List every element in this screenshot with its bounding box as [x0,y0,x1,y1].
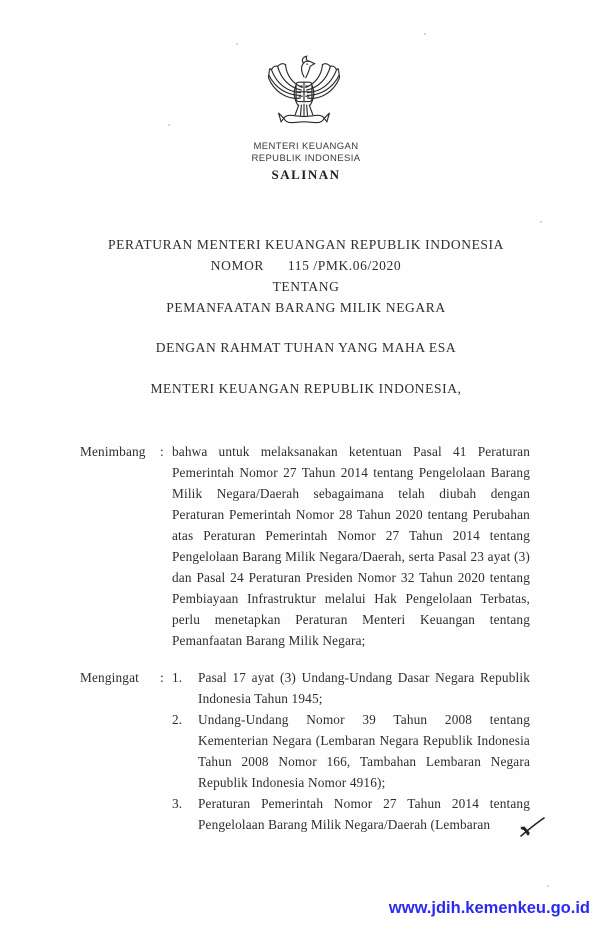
scan-speck [424,33,426,35]
considering-text: bahwa untuk melaksanakan ketentuan Pasal 41 Peraturan Pemerintah Nomor 27 Tahun 2014 tentang Pengelolaan Barang Milik Negara/Daerah sebagaimana telah diubah dengan Peraturan Pemerintah Nomor 28 Tahun 2020 tentang Perubahan atas Peraturan Pemerintah Nomor 27 Tahun 2014 tentang Pengelolaan Barang Milik Negara/Daerah, serta Pasal 23 ayat (3) dan Pasal 24 Peraturan Presiden Nomor 32 Tahun 2020 tentang Pembiayaan Infrastruktur melalui Hak Pengelolaan Terbatas, perlu menetapkan Peraturan Menteri Keuangan tentang Pemanfaatan Barang Milik Negara; [172,444,530,648]
regulation-subject-line: PEMANFAATAN BARANG MILIK NEGARA [166,300,446,315]
legal-basis-item-3 [172,793,530,835]
jdih-watermark-link[interactable]: www.jdih.kemenkeu.go.id [388,899,590,917]
item-text: Peraturan Pemerintah Nomor 27 Tahun 2014 tentang Pengelolaan Barang Milik Negara/Daerah (Lembaran [198,796,530,832]
scan-speck [547,885,549,887]
ministry-name-block [0,141,612,164]
authority-line: MENTERI KEUANGAN REPUBLIK INDONESIA, [150,381,462,396]
scan-speck [168,124,170,126]
item-number: 1. [172,670,183,685]
copy-stamp-label: SALINAN [271,167,341,182]
considering-label: Menimbang [80,444,146,459]
scan-speck [236,43,238,45]
legal-basis-item-1 [172,667,530,709]
handwritten-initial-mark [518,815,550,841]
recalling-list [172,667,530,835]
recalling-colon: : [160,670,164,685]
regulation-title-line1: PERATURAN MENTERI KEUANGAN REPUBLIK INDONESIA [108,237,504,252]
legal-basis-item-2 [172,709,530,793]
regulation-title-line3: TENTANG [272,279,340,294]
considering-colon: : [160,444,164,459]
item-number: 2. [172,712,183,727]
garuda-pancasila-emblem [260,54,348,142]
regulation-title [0,234,612,318]
regulation-number-line: NOMOR 115 /PMK.06/2020 [210,258,402,273]
scan-speck [540,221,542,223]
considering-section [80,441,532,651]
ministry-line2: REPUBLIK INDONESIA [251,152,361,164]
item-number: 3. [172,796,183,811]
item-text: Pasal 17 ayat (3) Undang-Undang Dasar Negara Republik Indonesia Tahun 1945; [198,670,530,706]
recalling-label: Mengingat [80,670,139,685]
ministry-line1: MENTERI KEUANGAN [253,141,359,152]
item-text: Undang-Undang Nomor 39 Tahun 2008 tentang Kementerian Negara (Lembaran Negara Republik Indonesia Tahun 2008 Nomor 166, Tambahan Lembaran Negara Republik Indonesia Nomor 4916); [198,712,530,790]
recalling-section [80,667,532,835]
invocation-line: DENGAN RAHMAT TUHAN YANG MAHA ESA [155,340,457,355]
